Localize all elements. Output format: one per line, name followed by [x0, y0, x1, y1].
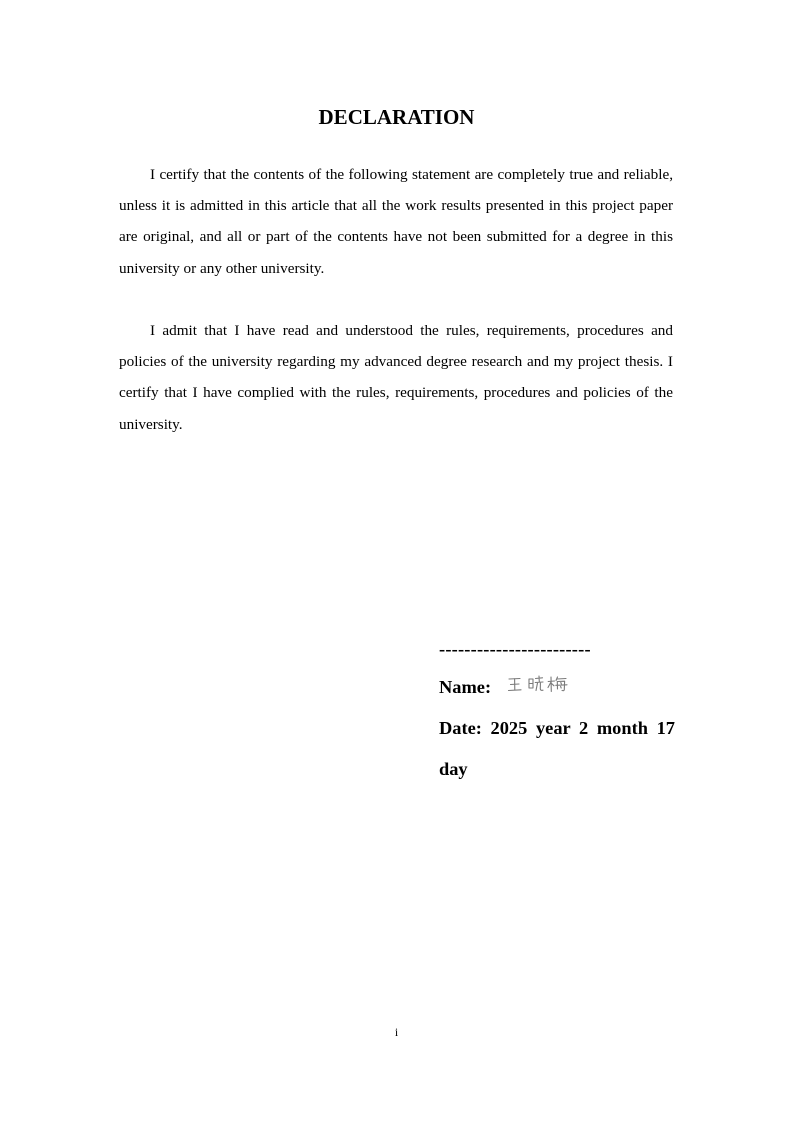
- date-field: Date: 2025 year 2 month 17 day: [439, 718, 675, 779]
- name-row: [439, 666, 675, 708]
- name-label: Name:: [439, 677, 492, 697]
- declaration-paragraph-1: I certify that the contents of the following statement are completely true and reliable, unless it is admitted in this article that all the work results presented in this project paper are original, and all or part of the contents have not been submitted for a degree in this university or any other university.: [119, 166, 673, 277]
- handwritten-signature: [506, 668, 570, 710]
- declaration-paragraph-2: I admit that I have read and understood the rules, requirements, procedures and policies of the university regarding my advanced degree research and my project thesis. I certify that I have complied with the rules, requirements, procedures and policies of the university.: [119, 322, 673, 433]
- signature-line: ------------------------: [439, 639, 591, 659]
- page-title: DECLARATION: [318, 105, 475, 129]
- page-number: i: [394, 1025, 399, 1039]
- signature-block: [439, 632, 675, 790]
